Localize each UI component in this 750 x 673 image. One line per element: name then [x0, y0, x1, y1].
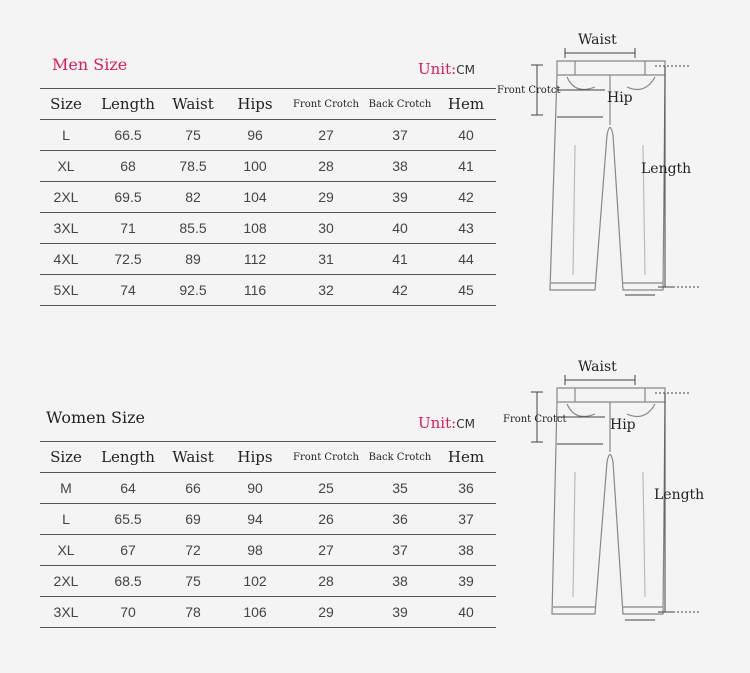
- table-cell: 39: [436, 566, 496, 597]
- women-size-title: Women Size: [46, 408, 145, 427]
- men-table-body: [40, 120, 496, 306]
- table-cell: 37: [364, 535, 436, 566]
- table-cell: 44: [436, 244, 496, 275]
- waist-label: Waist: [578, 359, 617, 375]
- table-cell: 68.5: [92, 566, 164, 597]
- column-header: Hips: [222, 89, 288, 120]
- men-header-row: [40, 89, 496, 120]
- table-cell: 3XL: [40, 213, 92, 244]
- women-header-row: [40, 442, 496, 473]
- women-size-table: [40, 441, 496, 628]
- table-cell: 108: [222, 213, 288, 244]
- table-cell: 75: [164, 120, 222, 151]
- table-row: [40, 275, 496, 306]
- unit-value: CM: [456, 63, 475, 77]
- table-cell: 102: [222, 566, 288, 597]
- table-cell: 40: [364, 213, 436, 244]
- table-cell: 72: [164, 535, 222, 566]
- table-cell: 35: [364, 473, 436, 504]
- column-header: Waist: [164, 89, 222, 120]
- table-cell: 26: [288, 504, 364, 535]
- table-cell: 31: [288, 244, 364, 275]
- column-header: Size: [40, 89, 92, 120]
- column-header: Length: [92, 442, 164, 473]
- table-row: [40, 473, 496, 504]
- table-cell: 41: [364, 244, 436, 275]
- unit-separator: :: [451, 60, 457, 78]
- men-size-table: [40, 88, 496, 306]
- table-cell: XL: [40, 151, 92, 182]
- table-cell: 28: [288, 566, 364, 597]
- table-row: [40, 597, 496, 628]
- unit-separator: :: [451, 414, 457, 432]
- table-cell: 68: [92, 151, 164, 182]
- table-row: [40, 566, 496, 597]
- table-cell: 37: [436, 504, 496, 535]
- table-cell: 27: [288, 120, 364, 151]
- table-cell: M: [40, 473, 92, 504]
- table-row: [40, 535, 496, 566]
- table-row: [40, 120, 496, 151]
- table-cell: 69.5: [92, 182, 164, 213]
- table-cell: 90: [222, 473, 288, 504]
- table-cell: 85.5: [164, 213, 222, 244]
- table-cell: 38: [364, 151, 436, 182]
- pants-illustration: [495, 25, 745, 310]
- table-cell: 104: [222, 182, 288, 213]
- unit-value: CM: [456, 417, 475, 431]
- table-cell: 32: [288, 275, 364, 306]
- table-row: [40, 244, 496, 275]
- table-cell: 37: [364, 120, 436, 151]
- table-cell: 2XL: [40, 566, 92, 597]
- table-cell: 70: [92, 597, 164, 628]
- table-row: [40, 151, 496, 182]
- table-cell: 28: [288, 151, 364, 182]
- table-cell: 41: [436, 151, 496, 182]
- table-cell: 65.5: [92, 504, 164, 535]
- table-cell: 98: [222, 535, 288, 566]
- table-cell: 25: [288, 473, 364, 504]
- table-cell: 40: [436, 597, 496, 628]
- table-cell: 89: [164, 244, 222, 275]
- table-cell: 82: [164, 182, 222, 213]
- unit-label: Unit: [418, 60, 452, 78]
- table-cell: 39: [364, 597, 436, 628]
- front-crotch-label: Front Crotct: [497, 85, 561, 96]
- hip-label: Hip: [610, 417, 636, 433]
- table-cell: 100: [222, 151, 288, 182]
- table-cell: 94: [222, 504, 288, 535]
- table-cell: 42: [436, 182, 496, 213]
- table-cell: 112: [222, 244, 288, 275]
- table-cell: 42: [364, 275, 436, 306]
- table-cell: 4XL: [40, 244, 92, 275]
- table-cell: 72.5: [92, 244, 164, 275]
- table-cell: 69: [164, 504, 222, 535]
- table-cell: 106: [222, 597, 288, 628]
- table-cell: L: [40, 504, 92, 535]
- hip-label: Hip: [607, 90, 633, 106]
- table-cell: 64: [92, 473, 164, 504]
- table-cell: 92.5: [164, 275, 222, 306]
- men-pants-diagram: [495, 25, 745, 310]
- table-cell: 96: [222, 120, 288, 151]
- column-header: Front Crotch: [288, 442, 364, 473]
- table-cell: XL: [40, 535, 92, 566]
- women-pants-diagram: [500, 352, 750, 632]
- column-header: Front Crotch: [288, 89, 364, 120]
- table-cell: 27: [288, 535, 364, 566]
- table-cell: 30: [288, 213, 364, 244]
- front-crotch-label: Front Crotct: [503, 414, 567, 425]
- table-cell: 29: [288, 182, 364, 213]
- men-size-title: Men Size: [52, 55, 128, 74]
- table-cell: 78: [164, 597, 222, 628]
- table-cell: 45: [436, 275, 496, 306]
- column-header: Waist: [164, 442, 222, 473]
- table-cell: 74: [92, 275, 164, 306]
- table-row: [40, 213, 496, 244]
- length-label: Length: [641, 161, 692, 177]
- column-header: Back Crotch: [364, 442, 436, 473]
- men-unit: [418, 60, 475, 78]
- table-cell: 116: [222, 275, 288, 306]
- table-cell: 66.5: [92, 120, 164, 151]
- table-cell: L: [40, 120, 92, 151]
- table-cell: 38: [364, 566, 436, 597]
- column-header: Back Crotch: [364, 89, 436, 120]
- table-cell: 36: [364, 504, 436, 535]
- column-header: Hem: [436, 89, 496, 120]
- table-cell: 78.5: [164, 151, 222, 182]
- table-cell: 3XL: [40, 597, 92, 628]
- women-table-body: [40, 473, 496, 628]
- pants-illustration: [500, 352, 750, 632]
- unit-label: Unit: [418, 414, 452, 432]
- table-cell: 43: [436, 213, 496, 244]
- women-unit: [418, 414, 475, 432]
- column-header: Size: [40, 442, 92, 473]
- table-cell: 71: [92, 213, 164, 244]
- table-cell: 2XL: [40, 182, 92, 213]
- table-row: [40, 182, 496, 213]
- column-header: Hem: [436, 442, 496, 473]
- table-cell: 5XL: [40, 275, 92, 306]
- table-cell: 29: [288, 597, 364, 628]
- table-cell: 40: [436, 120, 496, 151]
- table-cell: 67: [92, 535, 164, 566]
- table-cell: 66: [164, 473, 222, 504]
- table-cell: 36: [436, 473, 496, 504]
- table-row: [40, 504, 496, 535]
- length-label: Length: [654, 487, 705, 503]
- table-cell: 75: [164, 566, 222, 597]
- table-cell: 39: [364, 182, 436, 213]
- column-header: Hips: [222, 442, 288, 473]
- column-header: Length: [92, 89, 164, 120]
- waist-label: Waist: [578, 32, 617, 48]
- table-cell: 38: [436, 535, 496, 566]
